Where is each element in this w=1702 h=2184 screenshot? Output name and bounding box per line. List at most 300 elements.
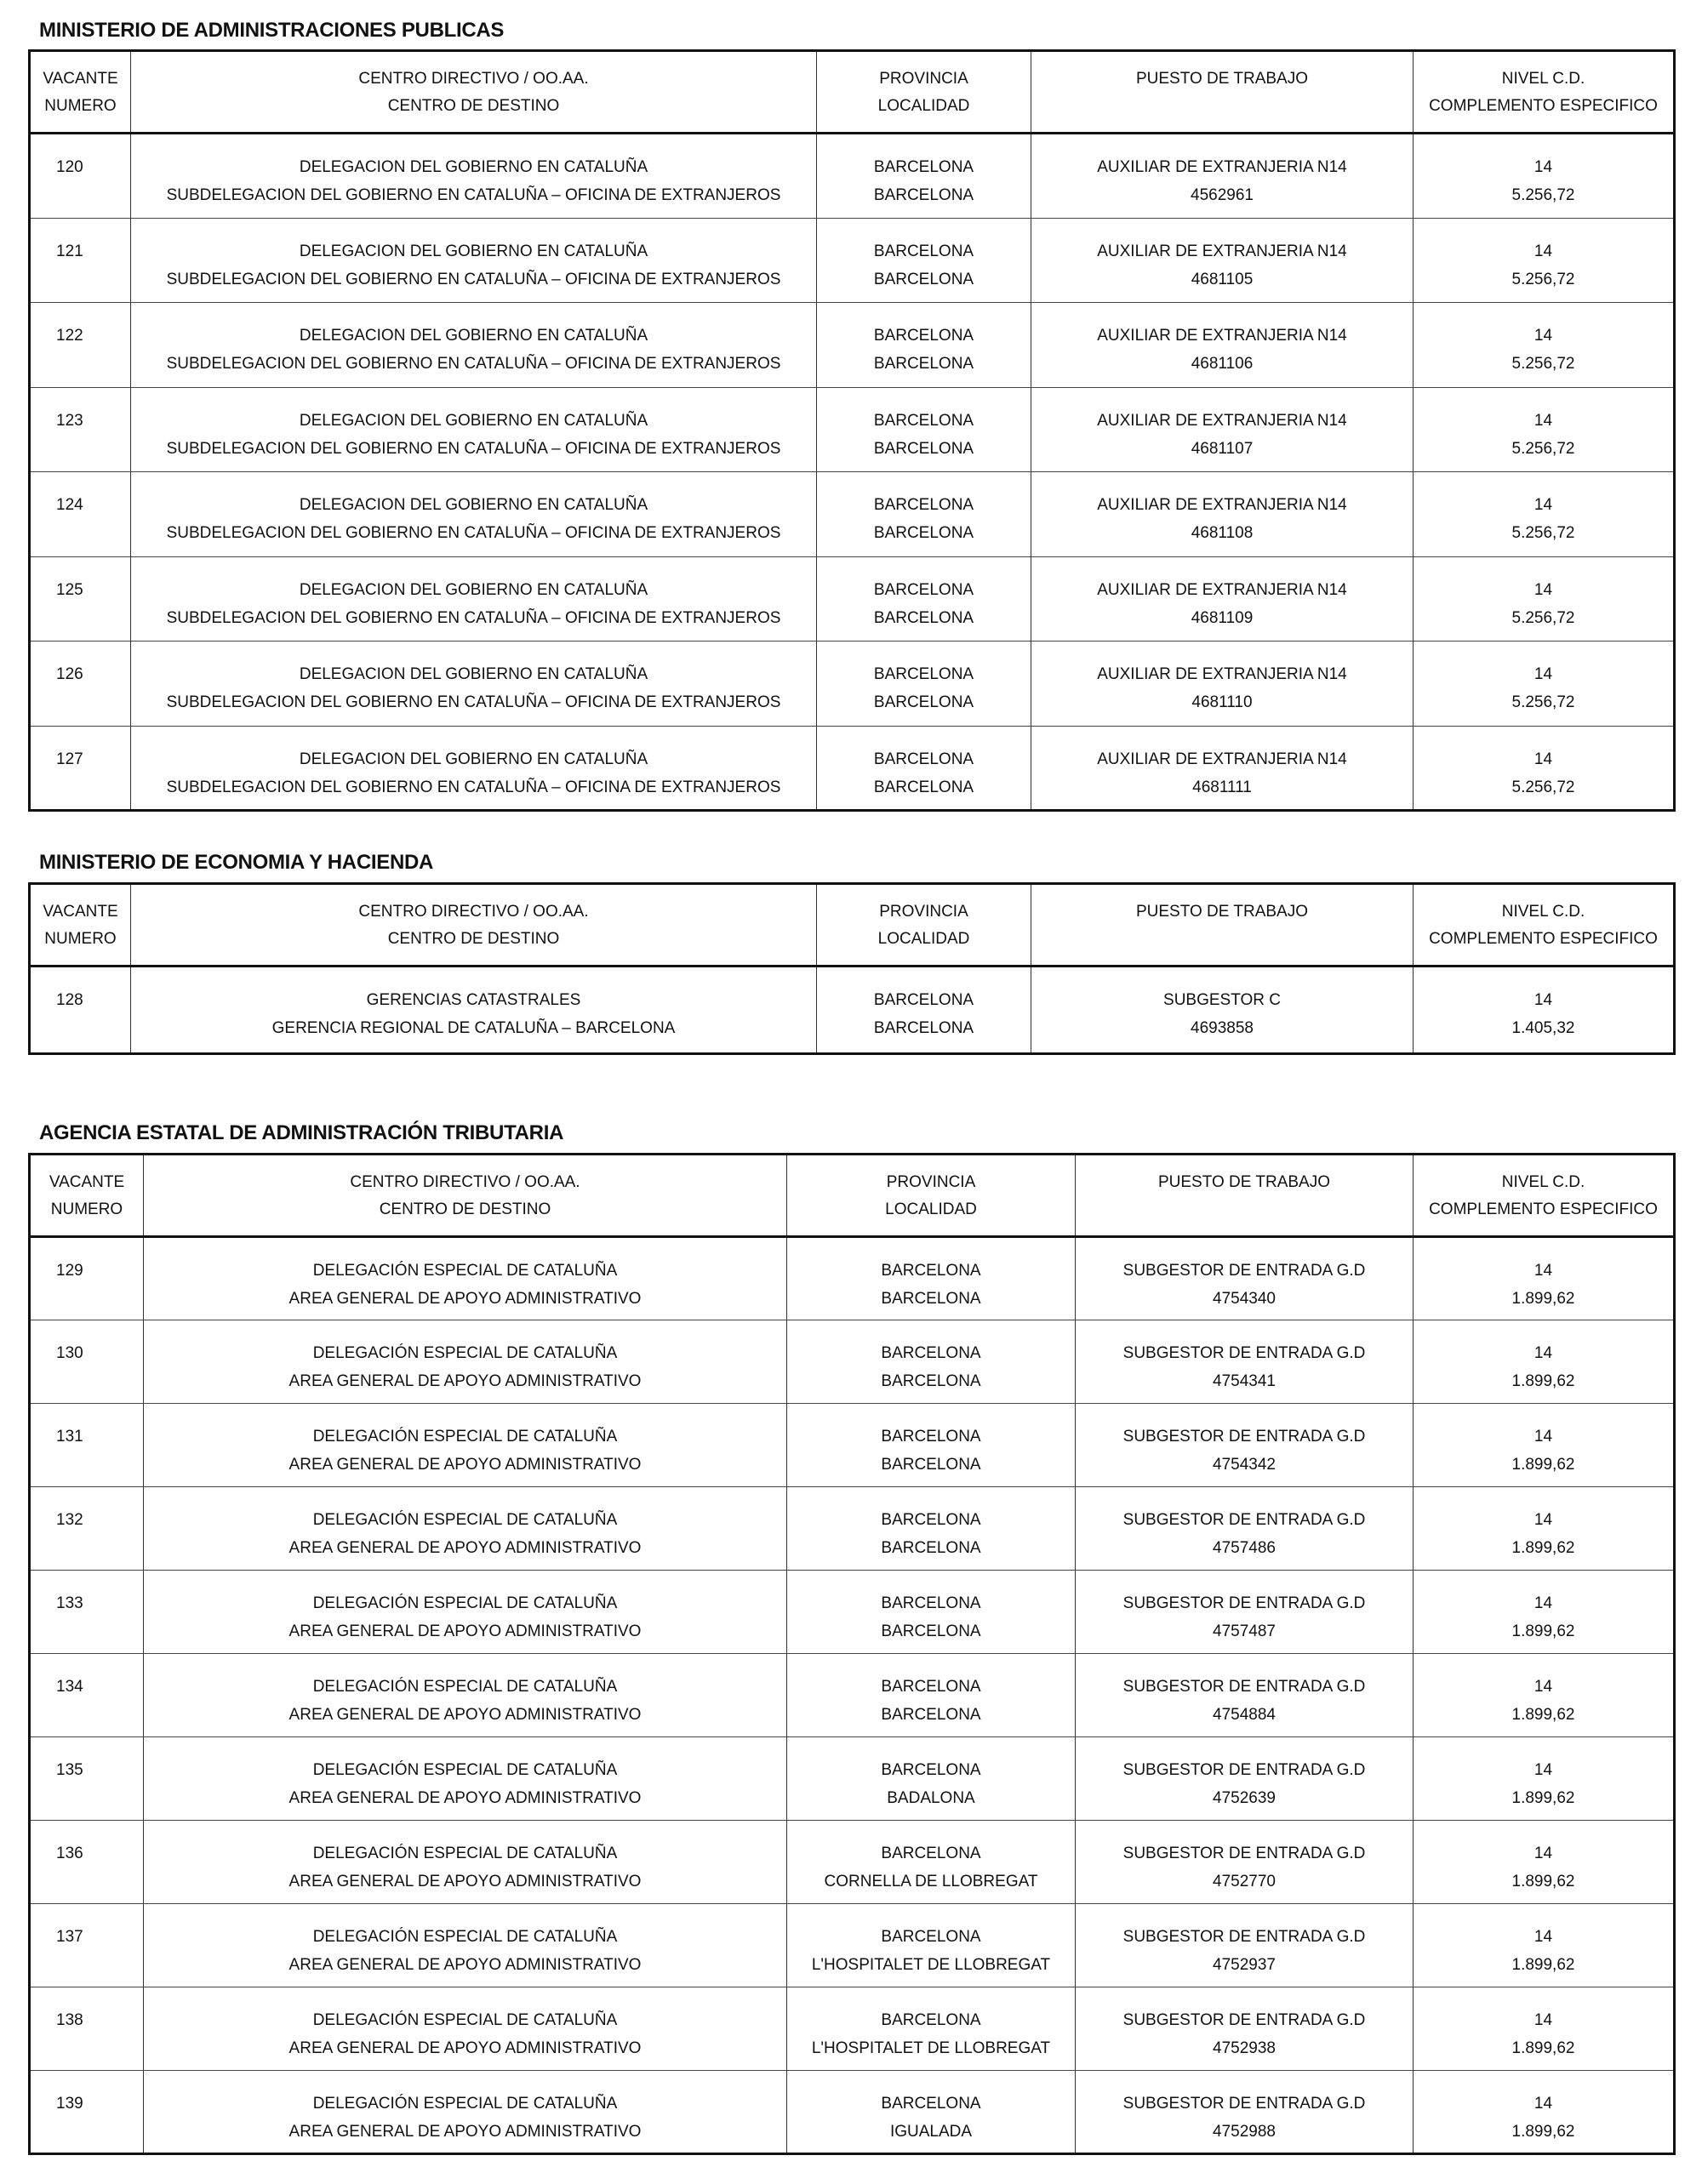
puesto-trabajo-cell [1031,303,1414,388]
puesto-trabajo-cell [1031,556,1414,642]
centro-directivo: SUBDELEGACION DEL GOBIERNO EN CATALUÑA – OFICINA DE EXTRANJEROS [166,778,781,796]
provincia-localidad: BARCELONA [881,1594,981,1612]
puesto-trabajo: SUBGESTOR DE ENTRADA G.D [1122,2095,1366,2113]
centro-directivo-cell [131,726,817,811]
puesto-trabajo: 4754340 [1213,1290,1276,1308]
puesto-trabajo: AUXILIAR DE EXTRANJERIA N14 [1097,496,1347,514]
puesto-trabajo: 4752988 [1213,2123,1276,2141]
nivel-complemento-cell [1414,726,1675,811]
centro-directivo: DELEGACION DEL GOBIERNO EN CATALUÑA [299,158,648,176]
header-label: LOCALIDAD [885,1200,977,1218]
puesto-trabajo: SUBGESTOR DE ENTRADA G.D [1122,1594,1366,1612]
provincia-localidad: BARCELONA [873,991,974,1009]
header-label: PROVINCIA [879,70,968,88]
provincia-localidad: BARCELONA [881,1706,981,1724]
puesto-trabajo: 4757487 [1213,1622,1276,1640]
puesto-trabajo-cell [1031,726,1414,811]
vacancy-number: 123 [30,387,131,472]
centro-directivo: AREA GENERAL DE APOYO ADMINISTRATIVO [288,1372,642,1390]
centro-directivo: DELEGACIÓN ESPECIAL DE CATALUÑA [312,2095,618,2113]
nivel-complemento-cell [1414,1904,1675,1987]
header-label: CENTRO DE DESTINO [379,1200,551,1218]
table-row [30,1654,1675,1737]
provincia-localidad-cell [787,1737,1076,1821]
column-header-centro [131,884,817,967]
header-label: NIVEL C.D. [1501,1173,1585,1191]
nivel-complemento: 14 [1534,411,1553,430]
centro-directivo: AREA GENERAL DE APOYO ADMINISTRATIVO [288,1290,642,1308]
nivel-complemento-cell [1414,967,1675,1054]
header-label: PROVINCIA [886,1173,976,1191]
centro-directivo: DELEGACION DEL GOBIERNO EN CATALUÑA [299,411,648,430]
column-header-centro [131,51,817,134]
nivel-complemento-cell [1414,303,1675,388]
puesto-trabajo: 4752639 [1213,1789,1276,1807]
header-label: NUMERO [44,930,117,948]
centro-directivo: DELEGACIÓN ESPECIAL DE CATALUÑA [312,1262,618,1280]
centro-directivo: DELEGACIÓN ESPECIAL DE CATALUÑA [312,1344,618,1362]
column-header-provincia [787,1155,1076,1237]
centro-directivo-cell [131,556,817,642]
centro-directivo: DELEGACION DEL GOBIERNO EN CATALUÑA [299,327,648,345]
puesto-trabajo: 4681105 [1191,270,1254,288]
puesto-trabajo-cell [1031,967,1414,1054]
provincia-localidad: BARCELONA [873,270,974,288]
provincia-localidad-cell [787,1571,1076,1654]
centro-directivo: SUBDELEGACION DEL GOBIERNO EN CATALUÑA – OFICINA DE EXTRANJEROS [166,524,781,542]
nivel-complemento: 1.899,62 [1511,1706,1575,1724]
table-row [30,967,1675,1054]
nivel-complemento-cell [1414,1737,1675,1821]
puesto-trabajo-cell [1031,642,1414,727]
puesto-trabajo: SUBGESTOR DE ENTRADA G.D [1122,1928,1366,1946]
column-header-provincia [817,884,1031,967]
centro-directivo: AREA GENERAL DE APOYO ADMINISTRATIVO [288,1873,642,1890]
provincia-localidad: BARCELONA [873,186,974,204]
vacancy-number: 128 [30,967,131,1054]
table-row [30,1404,1675,1487]
provincia-localidad: BARCELONA [881,1511,981,1529]
nivel-complemento-cell [1414,387,1675,472]
puesto-trabajo-cell [1031,218,1414,303]
table-row [30,1821,1675,1904]
centro-directivo: DELEGACIÓN ESPECIAL DE CATALUÑA [312,1761,618,1779]
puesto-trabajo: AUXILIAR DE EXTRANJERIA N14 [1097,750,1347,768]
puesto-trabajo: AUXILIAR DE EXTRANJERIA N14 [1097,580,1347,599]
nivel-complemento-cell [1414,1404,1675,1487]
puesto-trabajo-cell [1076,1404,1414,1487]
centro-directivo: DELEGACIÓN ESPECIAL DE CATALUÑA [312,1594,618,1612]
centro-directivo: AREA GENERAL DE APOYO ADMINISTRATIVO [288,2039,642,2057]
header-label: CENTRO DE DESTINO [387,97,560,115]
provincia-localidad: BARCELONA [881,1428,981,1446]
column-header-vacante [30,884,131,967]
provincia-localidad: BARCELONA [873,411,974,430]
vacancy-number: 130 [30,1320,144,1404]
centro-directivo: AREA GENERAL DE APOYO ADMINISTRATIVO [288,1956,642,1974]
puesto-trabajo: 4681111 [1192,778,1252,796]
puesto-trabajo: AUXILIAR DE EXTRANJERIA N14 [1097,242,1347,260]
centro-directivo: SUBDELEGACION DEL GOBIERNO EN CATALUÑA – OFICINA DE EXTRANJEROS [166,693,781,711]
puesto-trabajo: SUBGESTOR DE ENTRADA G.D [1122,1678,1366,1696]
nivel-complemento: 1.899,62 [1511,1622,1575,1640]
nivel-complemento-cell [1414,642,1675,727]
centro-directivo: DELEGACIÓN ESPECIAL DE CATALUÑA [312,1928,618,1946]
provincia-localidad: BARCELONA [873,242,974,260]
puesto-trabajo-cell [1031,387,1414,472]
vacancy-number: 131 [30,1404,144,1487]
centro-directivo-cell [144,1654,787,1737]
centro-directivo: DELEGACIÓN ESPECIAL DE CATALUÑA [312,1511,618,1529]
centro-directivo: AREA GENERAL DE APOYO ADMINISTRATIVO [288,1456,642,1474]
provincia-localidad-cell [787,1654,1076,1737]
table-row [30,303,1675,388]
provincia-localidad-cell [817,472,1031,557]
header-label: PUESTO DE TRABAJO [1135,70,1308,88]
table-row [30,134,1675,219]
provincia-localidad: BARCELONA [881,1845,981,1862]
puesto-trabajo: SUBGESTOR DE ENTRADA G.D [1122,1262,1366,1280]
provincia-localidad-cell [787,2071,1076,2154]
header-label: VACANTE [43,903,118,921]
header-row [30,51,1675,134]
nivel-complemento: 5.256,72 [1511,524,1575,542]
provincia-localidad: BARCELONA [873,439,974,458]
nivel-complemento: 1.899,62 [1511,1789,1575,1807]
nivel-complemento: 5.256,72 [1511,778,1575,796]
nivel-complemento: 14 [1534,1928,1553,1946]
nivel-complemento: 14 [1534,327,1553,345]
nivel-complemento: 14 [1534,242,1553,260]
puesto-trabajo: AUXILIAR DE EXTRANJERIA N14 [1097,158,1347,176]
header-label: CENTRO DIRECTIVO / OO.AA. [358,70,589,88]
provincia-localidad-cell [787,1904,1076,1987]
puesto-trabajo: AUXILIAR DE EXTRANJERIA N14 [1097,411,1347,430]
provincia-localidad: BARCELONA [881,2011,981,2029]
provincia-localidad: BARCELONA [873,580,974,599]
provincia-localidad-cell [787,1237,1076,1320]
centro-directivo: AREA GENERAL DE APOYO ADMINISTRATIVO [288,1789,642,1807]
provincia-localidad: BADALONA [887,1789,975,1807]
column-header-nivel [1414,884,1675,967]
provincia-localidad: BARCELONA [881,1372,981,1390]
centro-directivo-cell [144,1404,787,1487]
puesto-trabajo: 4693858 [1191,1019,1254,1037]
vacancy-number: 132 [30,1487,144,1571]
header-row [30,884,1675,967]
vacancy-number: 138 [30,1987,144,2071]
nivel-complemento-cell [1414,1571,1675,1654]
puesto-trabajo: SUBGESTOR DE ENTRADA G.D [1122,1344,1366,1362]
vacancy-number: 134 [30,1654,144,1737]
column-header-provincia [817,51,1031,134]
header-label: NIVEL C.D. [1501,70,1585,88]
vacancy-number: 125 [30,556,131,642]
provincia-localidad-cell [817,387,1031,472]
puesto-trabajo: 4562961 [1191,186,1254,204]
vacancy-number: 129 [30,1237,144,1320]
nivel-complemento: 14 [1534,665,1553,683]
table-row [30,387,1675,472]
table-row [30,556,1675,642]
centro-directivo: DELEGACIÓN ESPECIAL DE CATALUÑA [312,1678,618,1696]
puesto-trabajo: SUBGESTOR DE ENTRADA G.D [1122,1845,1366,1862]
centro-directivo: DELEGACION DEL GOBIERNO EN CATALUÑA [299,580,648,599]
centro-directivo: SUBDELEGACION DEL GOBIERNO EN CATALUÑA – OFICINA DE EXTRANJEROS [166,439,781,458]
centro-directivo: DELEGACIÓN ESPECIAL DE CATALUÑA [312,2011,618,2029]
column-header-vacante [30,1155,144,1237]
provincia-localidad: BARCELONA [873,496,974,514]
puesto-trabajo: AUXILIAR DE EXTRANJERIA N14 [1097,327,1347,345]
centro-directivo-cell [144,1821,787,1904]
nivel-complemento-cell [1414,1487,1675,1571]
column-header-centro [144,1155,787,1237]
provincia-localidad: BARCELONA [881,1678,981,1696]
nivel-complemento: 14 [1534,1845,1553,1862]
provincia-localidad-cell [787,1987,1076,2071]
provincia-localidad: BARCELONA [873,750,974,768]
puesto-trabajo: SUBGESTOR DE ENTRADA G.D [1122,1428,1366,1446]
header-label: COMPLEMENTO ESPECIFICO [1429,97,1658,115]
table-row [30,1737,1675,1821]
nivel-complemento: 14 [1534,2011,1553,2029]
puesto-trabajo: 4681107 [1191,439,1254,458]
nivel-complemento: 1.899,62 [1511,2039,1575,2057]
header-label: NIVEL C.D. [1501,903,1585,921]
provincia-localidad: BARCELONA [873,355,974,373]
centro-directivo: SUBDELEGACION DEL GOBIERNO EN CATALUÑA – OFICINA DE EXTRANJEROS [166,270,781,288]
table-row [30,1987,1675,2071]
nivel-complemento: 5.256,72 [1511,355,1575,373]
provincia-localidad: BARCELONA [873,778,974,796]
header-label: PUESTO DE TRABAJO [1135,903,1308,921]
table-row [30,1320,1675,1404]
column-header-nivel [1414,51,1675,134]
nivel-complemento: 5.256,72 [1511,186,1575,204]
vacancy-number: 133 [30,1571,144,1654]
vacancy-number: 136 [30,1821,144,1904]
centro-directivo-cell [131,303,817,388]
centro-directivo: DELEGACION DEL GOBIERNO EN CATALUÑA [299,750,648,768]
puesto-trabajo-cell [1076,1571,1414,1654]
nivel-complemento-cell [1414,134,1675,219]
vacancies-table [28,1153,1676,2155]
header-label: NUMERO [50,1200,123,1218]
column-header-puesto [1076,1155,1414,1237]
nivel-complemento: 14 [1534,1511,1553,1529]
puesto-trabajo: SUBGESTOR DE ENTRADA G.D [1122,1761,1366,1779]
provincia-localidad-cell [787,1320,1076,1404]
provincia-localidad: BARCELONA [873,1019,974,1037]
nivel-complemento: 14 [1534,991,1553,1009]
header-label: LOCALIDAD [877,97,970,115]
header-label: PUESTO DE TRABAJO [1157,1173,1330,1191]
table-row [30,2071,1675,2154]
nivel-complemento: 5.256,72 [1511,270,1575,288]
centro-directivo-cell [131,134,817,219]
header-label: VACANTE [49,1173,125,1191]
header-row [30,1155,1675,1237]
puesto-trabajo-cell [1076,1737,1414,1821]
puesto-trabajo: 4681110 [1191,693,1253,711]
puesto-trabajo: 4681109 [1191,608,1254,627]
puesto-trabajo-cell [1076,1654,1414,1737]
puesto-trabajo-cell [1076,2071,1414,2154]
nivel-complemento: 14 [1534,1761,1553,1779]
centro-directivo: SUBDELEGACION DEL GOBIERNO EN CATALUÑA – OFICINA DE EXTRANJEROS [166,608,781,627]
vacancy-number: 124 [30,472,131,557]
centro-directivo-cell [144,1320,787,1404]
column-header-vacante [30,51,131,134]
nivel-complemento: 14 [1534,1344,1553,1362]
table-row [30,472,1675,557]
provincia-localidad: IGUALADA [889,2123,973,2141]
table-row [30,1571,1675,1654]
puesto-trabajo-cell [1031,134,1414,219]
nivel-complemento: 14 [1534,496,1553,514]
centro-directivo: GERENCIA REGIONAL DE CATALUÑA – BARCELONA [271,1019,676,1037]
nivel-complemento: 14 [1534,1594,1553,1612]
provincia-localidad: BARCELONA [873,665,974,683]
nivel-complemento: 5.256,72 [1511,608,1575,627]
nivel-complemento-cell [1414,556,1675,642]
provincia-localidad: BARCELONA [873,327,974,345]
provincia-localidad: BARCELONA [873,158,974,176]
provincia-localidad: BARCELONA [873,524,974,542]
table-row [30,642,1675,727]
nivel-complemento-cell [1414,1320,1675,1404]
puesto-trabajo: AUXILIAR DE EXTRANJERIA N14 [1097,665,1347,683]
nivel-complemento: 1.899,62 [1511,1956,1575,1974]
provincia-localidad: CORNELLA DE LLOBREGAT [824,1873,1038,1890]
puesto-trabajo: 4754342 [1213,1456,1276,1474]
puesto-trabajo: 4752770 [1213,1873,1276,1890]
nivel-complemento: 14 [1534,750,1553,768]
table-row [30,218,1675,303]
provincia-localidad-cell [787,1404,1076,1487]
puesto-trabajo: 4681106 [1191,355,1254,373]
centro-directivo-cell [144,1737,787,1821]
vacancy-number: 137 [30,1904,144,1987]
puesto-trabajo: SUBGESTOR DE ENTRADA G.D [1122,1511,1366,1529]
column-header-puesto [1031,884,1414,967]
centro-directivo: AREA GENERAL DE APOYO ADMINISTRATIVO [288,2123,642,2141]
centro-directivo-cell [131,387,817,472]
section-title: MINISTERIO DE ADMINISTRACIONES PUBLICAS [39,19,505,42]
puesto-trabajo-cell [1076,1487,1414,1571]
vacancy-number: 120 [30,134,131,219]
nivel-complemento-cell [1414,218,1675,303]
puesto-trabajo-cell [1076,1987,1414,2071]
provincia-localidad-cell [817,556,1031,642]
puesto-trabajo-cell [1076,1320,1414,1404]
centro-directivo: SUBDELEGACION DEL GOBIERNO EN CATALUÑA – OFICINA DE EXTRANJEROS [166,186,781,204]
nivel-complemento: 14 [1534,1678,1553,1696]
header-label: NUMERO [44,97,117,115]
puesto-trabajo: SUBGESTOR C [1163,991,1281,1009]
centro-directivo-cell [144,2071,787,2154]
puesto-trabajo-cell [1076,1237,1414,1320]
puesto-trabajo: 4681108 [1191,524,1254,542]
provincia-localidad-cell [787,1821,1076,1904]
provincia-localidad: BARCELONA [881,1290,981,1308]
puesto-trabajo-cell [1031,472,1414,557]
provincia-localidad-cell [817,218,1031,303]
nivel-complemento: 1.899,62 [1511,1539,1575,1557]
provincia-localidad-cell [787,1487,1076,1571]
table-row [30,1904,1675,1987]
puesto-trabajo: 4754884 [1213,1706,1276,1724]
nivel-complemento: 1.899,62 [1511,1456,1575,1474]
nivel-complemento-cell [1414,1821,1675,1904]
nivel-complemento-cell [1414,1987,1675,2071]
section-title: MINISTERIO DE ECONOMIA Y HACIENDA [39,851,434,874]
centro-directivo-cell [131,218,817,303]
provincia-localidad: L'HOSPITALET DE LLOBREGAT [811,1956,1051,1974]
nivel-complemento: 5.256,72 [1511,439,1575,458]
centro-directivo: DELEGACION DEL GOBIERNO EN CATALUÑA [299,242,648,260]
provincia-localidad: BARCELONA [881,1928,981,1946]
nivel-complemento: 14 [1534,1262,1553,1280]
centro-directivo: DELEGACION DEL GOBIERNO EN CATALUÑA [299,665,648,683]
puesto-trabajo-cell [1076,1821,1414,1904]
puesto-trabajo: 4752937 [1213,1956,1276,1974]
nivel-complemento: 1.899,62 [1511,2123,1575,2141]
provincia-localidad-cell [817,303,1031,388]
table-row [30,726,1675,811]
provincia-localidad: BARCELONA [881,2095,981,2113]
puesto-trabajo-cell [1076,1904,1414,1987]
nivel-complemento: 1.899,62 [1511,1372,1575,1390]
vacancy-number: 126 [30,642,131,727]
provincia-localidad-cell [817,642,1031,727]
provincia-localidad: BARCELONA [881,1262,981,1280]
nivel-complemento: 14 [1534,580,1553,599]
puesto-trabajo: 4752938 [1213,2039,1276,2057]
provincia-localidad: BARCELONA [881,1344,981,1362]
centro-directivo: DELEGACIÓN ESPECIAL DE CATALUÑA [312,1428,618,1446]
provincia-localidad: BARCELONA [881,1622,981,1640]
puesto-trabajo: 4757486 [1213,1539,1276,1557]
vacancy-number: 121 [30,218,131,303]
puesto-trabajo: SUBGESTOR DE ENTRADA G.D [1122,2011,1366,2029]
centro-directivo-cell [144,1237,787,1320]
column-header-nivel [1414,1155,1675,1237]
header-label: COMPLEMENTO ESPECIFICO [1429,930,1658,948]
centro-directivo: AREA GENERAL DE APOYO ADMINISTRATIVO [288,1706,642,1724]
centro-directivo-cell [144,1904,787,1987]
provincia-localidad: L'HOSPITALET DE LLOBREGAT [811,2039,1051,2057]
header-label: VACANTE [43,70,118,88]
header-label: CENTRO DIRECTIVO / OO.AA. [350,1173,580,1191]
vacancies-table [28,882,1676,1055]
centro-directivo-cell [131,472,817,557]
nivel-complemento-cell [1414,2071,1675,2154]
header-label: CENTRO DE DESTINO [387,930,560,948]
vacancy-number: 127 [30,726,131,811]
vacancies-table [28,49,1676,812]
provincia-localidad: BARCELONA [881,1539,981,1557]
nivel-complemento-cell [1414,1654,1675,1737]
nivel-complemento: 14 [1534,158,1553,176]
centro-directivo: DELEGACIÓN ESPECIAL DE CATALUÑA [312,1845,618,1862]
header-label: LOCALIDAD [877,930,970,948]
nivel-complemento: 5.256,72 [1511,693,1575,711]
centro-directivo: AREA GENERAL DE APOYO ADMINISTRATIVO [288,1622,642,1640]
nivel-complemento: 1.899,62 [1511,1873,1575,1890]
column-header-puesto [1031,51,1414,134]
nivel-complemento-cell [1414,472,1675,557]
